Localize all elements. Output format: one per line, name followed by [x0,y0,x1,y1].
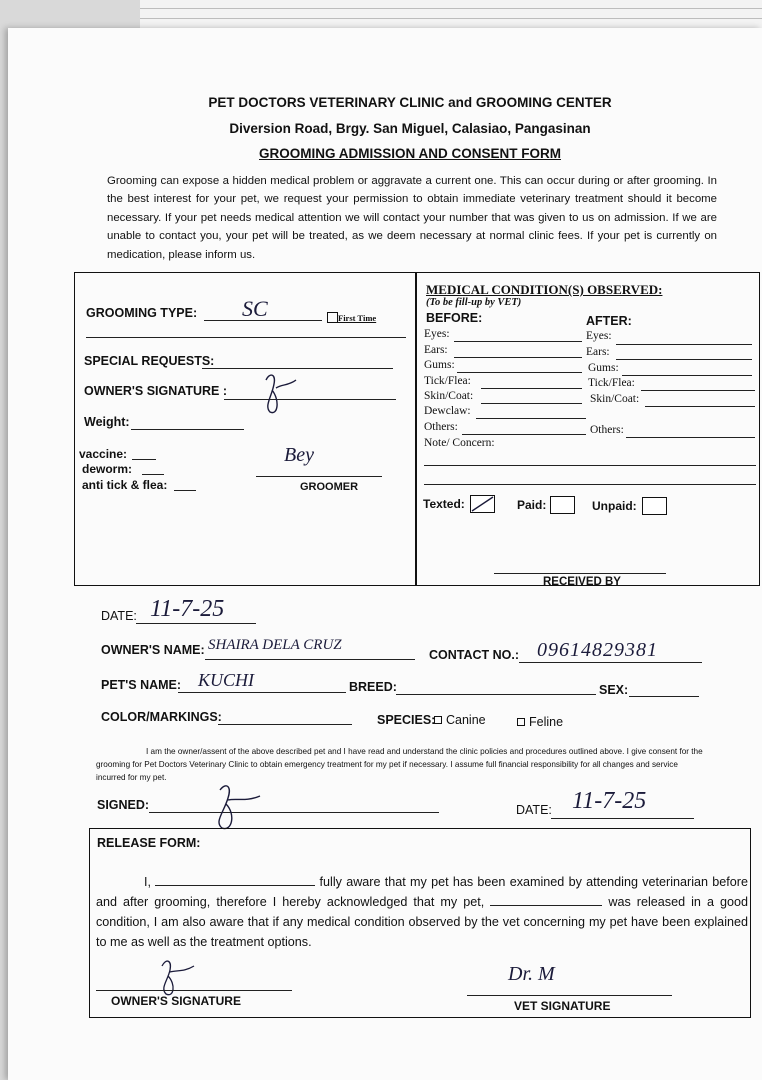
release-text-1: I, [144,875,151,889]
vaccine-line[interactable] [132,459,156,460]
after-eyes-line[interactable] [616,344,752,345]
before-ears-label: Ears: [424,344,448,356]
signed-date-value[interactable]: 11-7-25 [572,788,647,814]
sex-line[interactable] [629,696,699,697]
feline-label: Feline [529,715,564,729]
release-form-title: RELEASE FORM: [97,836,201,850]
texted-check-mark [471,496,494,512]
color-markings-line[interactable] [218,724,352,725]
contact-label: CONTACT NO.: [429,648,520,662]
vet-signature-label: VET SIGNATURE [514,999,611,1013]
release-text-2: fully aware that my pet has been examined by attending veterinarian before and after grooming, therefore I hereby acknowledged that my pet, [96,875,748,909]
breed-label: BREED: [349,680,397,694]
anti-tick-line[interactable] [174,490,196,491]
before-label: BEFORE: [426,311,483,325]
contact-line[interactable] [519,662,702,663]
before-eyes-label: Eyes: [424,328,450,340]
signed-date-label: DATE: [516,803,552,817]
release-paragraph [96,872,748,952]
before-tick-label: Tick/Flea: [424,375,471,387]
after-gums-label: Gums: [588,362,619,374]
after-others-line[interactable] [626,437,755,438]
sex-label: SEX: [599,683,629,697]
before-gums-line[interactable] [457,372,582,373]
canine-checkbox[interactable] [434,716,442,724]
owner-signature-release-line[interactable] [96,990,292,991]
owner-name-value[interactable]: SHAIRA DELA CRUZ [208,637,342,653]
pet-name-line[interactable] [178,692,346,693]
signed-label: SIGNED: [97,798,150,812]
breed-line[interactable] [396,694,596,695]
anti-tick-label: anti tick & flea: [82,478,168,492]
medical-title: MEDICAL CONDITION(S) OBSERVED: [426,282,663,297]
feline-checkbox[interactable] [517,718,525,726]
special-requests-label: SPECIAL REQUESTS: [84,354,215,368]
note-line-2[interactable] [424,484,756,485]
vaccine-label: vaccine: [79,447,128,461]
before-others-label: Others: [424,421,458,433]
weight-label: Weight: [84,415,130,429]
after-skin-label: Skin/Coat: [590,393,640,405]
vet-signature-value: Dr. M [508,963,555,985]
after-tick-label: Tick/Flea: [588,377,635,389]
deworm-label: deworm: [82,462,133,476]
owner-signature-line[interactable] [224,399,396,400]
signed-date-line[interactable] [551,818,694,819]
consent-paragraph: I am the owner/assent of the above described pet and I have read and understand the clinic policies and procedures outlined above. I give consent for the grooming for Pet Doctors Veterinary Clinic to obtain emergency treatment for my pet if necessary. I assume full financial responsibility for all changes and service incurred for my pet. [96,747,703,782]
before-dewclaw-label: Dewclaw: [424,405,471,417]
paid-label: Paid: [517,498,547,512]
first-time-label: First Time [338,313,377,323]
owner-signature-mark [258,366,302,418]
before-ears-line[interactable] [454,357,582,358]
before-skin-label: Skin/Coat: [424,390,474,402]
after-tick-line[interactable] [641,390,755,391]
texted-label: Texted: [423,497,465,511]
before-dewclaw-line[interactable] [476,418,586,419]
unpaid-checkbox[interactable] [642,497,667,515]
after-ears-line[interactable] [616,359,752,360]
pet-name-value[interactable]: KUCHI [198,670,255,690]
unpaid-label: Unpaid: [592,499,637,513]
pet-name-label: PET'S NAME: [101,678,182,692]
first-time-checkbox[interactable] [327,312,338,323]
grooming-type-label: GROOMING TYPE: [86,306,198,320]
box-divider [415,272,417,586]
after-ears-label: Ears: [586,346,610,358]
after-eyes-label: Eyes: [586,330,612,342]
color-markings-label: COLOR/MARKINGS: [101,710,222,724]
form-title: GROOMING ADMISSION AND CONSENT FORM [259,146,561,161]
grooming-type-value[interactable]: SC [242,296,268,321]
release-owner-signature-label: OWNER'S SIGNATURE [111,994,241,1008]
groomer-signature: Bey [284,444,314,466]
species-label: SPECIES: [377,713,436,727]
contact-value[interactable]: 09614829381 [537,639,658,661]
before-eyes-line[interactable] [454,341,582,342]
groomer-label: GROOMER [300,481,359,493]
medical-subtitle: (To be fill-up by VET) [426,297,522,308]
groomer-line[interactable] [256,476,382,477]
release-owner-blank[interactable] [155,885,315,886]
signed-signature-mark [206,778,266,832]
owner-name-line[interactable] [205,659,415,660]
clinic-address: Diversion Road, Brgy. San Miguel, Calasiao, Pangasinan [229,121,591,136]
deworm-line[interactable] [142,474,164,475]
after-label: AFTER: [586,314,632,328]
before-tick-line[interactable] [481,388,582,389]
date-label: DATE: [101,609,137,623]
after-others-label: Others: [590,424,624,436]
owner-name-label: OWNER'S NAME: [101,643,205,657]
release-pet-blank[interactable] [490,905,602,906]
owner-signature-label: OWNER'S SIGNATURE : [84,384,228,398]
clinic-name: PET DOCTORS VETERINARY CLINIC and GROOMING CENTER [208,95,612,110]
vet-signature-line[interactable] [467,995,672,996]
paid-checkbox[interactable] [550,496,575,514]
before-skin-line[interactable] [481,403,582,404]
note-line-1[interactable] [424,465,756,466]
before-others-line[interactable] [462,434,586,435]
signed-line[interactable] [149,812,439,813]
canine-label: Canine [446,713,486,727]
weight-line[interactable] [131,429,244,430]
intro-paragraph: Grooming can expose a hidden medical problem or aggravate a current one. This can occur during or after grooming. In the best interest for your pet, we request your permission to obtain immediate veterinary treatment should it become necessary. If your pet needs medical attention we will contact your number that was given to us on admission. If we are unable to contact you, your pet will be treated, as we deem necessary at normal clinic fees. If your pet is currently on medication, please inform us. [107,175,717,261]
stacked-paper-edge [140,0,762,31]
texted-checkbox[interactable] [470,495,495,513]
received-by-line[interactable] [494,573,666,574]
received-by-label: RECEIVED BY [543,576,621,588]
date-line[interactable] [136,623,256,624]
after-skin-line[interactable] [645,406,755,407]
release-text-3: was released in a good condition, I am also aware that if any medical condition observed by the vet concerning my pet have been explained to me as well as the treatment options. [96,895,749,949]
after-gums-line[interactable] [622,375,752,376]
note-label: Note/ Concern: [424,437,495,449]
date-value[interactable]: 11-7-25 [150,596,225,622]
grooming-extra-line [86,337,406,338]
before-gums-label: Gums: [424,359,455,371]
